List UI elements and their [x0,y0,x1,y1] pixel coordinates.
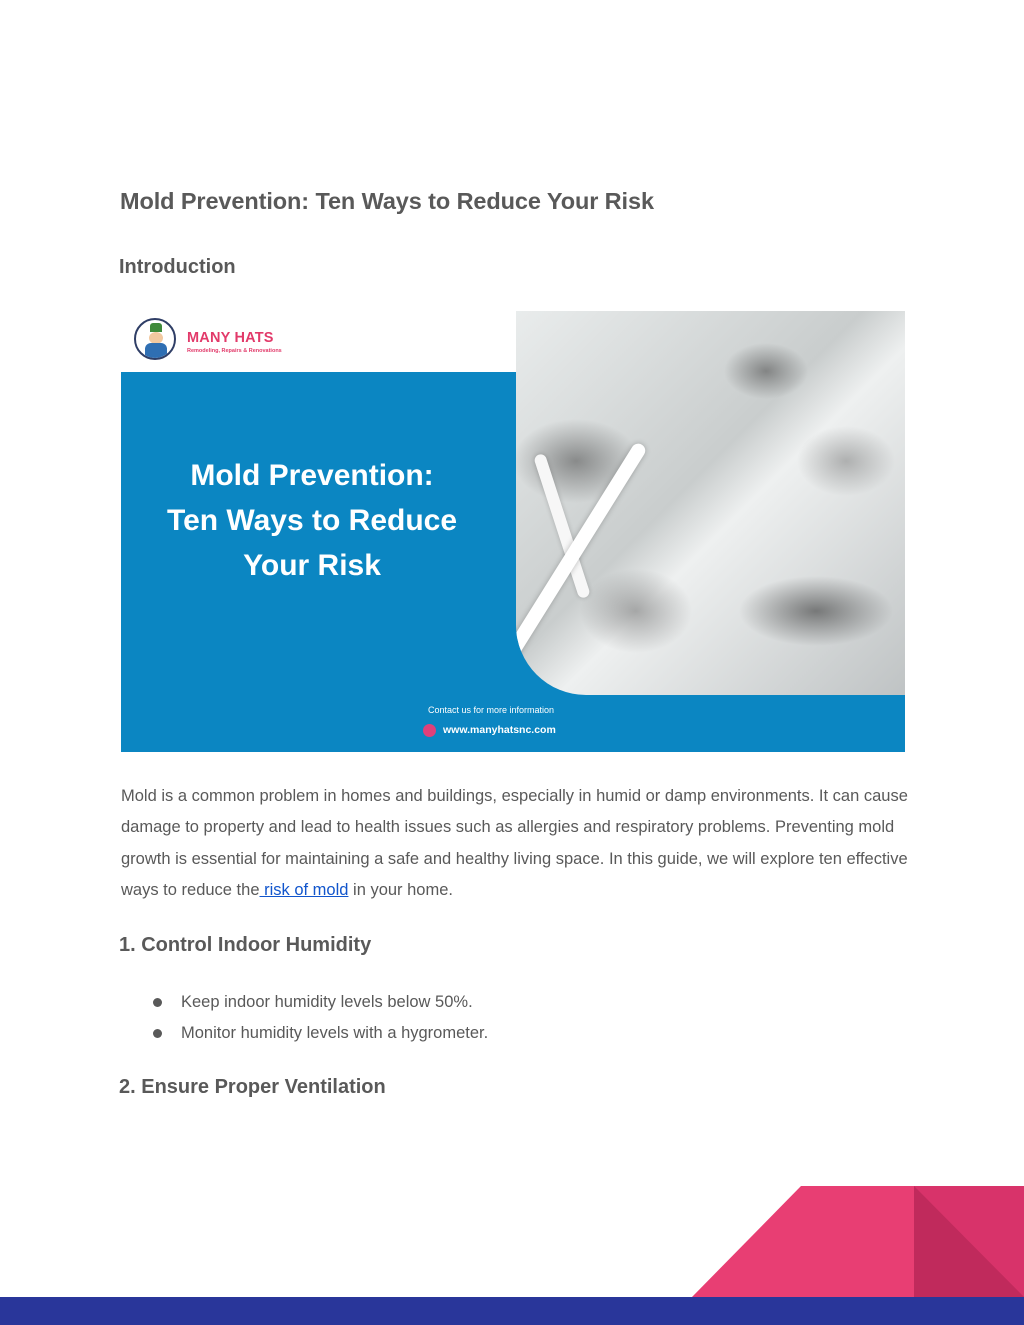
risk-of-mold-link[interactable]: risk of mold [259,881,349,900]
intro-text-end: in your home. [348,881,453,900]
brand-name: MANY HATS [187,330,274,346]
section-1-heading: 1. Control Indoor Humidity [119,934,372,956]
section-2-heading: 2. Ensure Proper Ventilation [119,1076,386,1098]
footer-navy-bar [0,1297,1024,1325]
list-item: Monitor humidity levels with a hygrometer. [150,1018,488,1049]
footer-pink-triangle [692,1186,914,1297]
banner-heading-line-1: Mold Prevention: [190,459,434,492]
banner-heading-line-3: Your Risk [243,549,381,582]
list-item: Keep indoor humidity levels below 50%. [150,987,488,1018]
banner-contact-text: Contact us for more information [428,705,555,715]
introduction-heading: Introduction [119,256,236,278]
document-title: Mold Prevention: Ten Ways to Reduce Your Risk [120,188,654,214]
brand-tagline: Remodeling, Repairs & Renovations [187,348,282,354]
banner-website: www.manyhatsnc.com [443,724,556,736]
banner-heading-line-2: Ten Ways to Reduce [166,504,458,537]
intro-text-start: Mold is a common problem in homes and buildings, especially in humid or damp environments. It can cause damage to property and lead to health issues such as allergies and respiratory problems. Preventing mold growth is essential for maintaining a safe and healthy living space. In this guide, we will explore ten effective ways to reduce the [121,787,908,900]
